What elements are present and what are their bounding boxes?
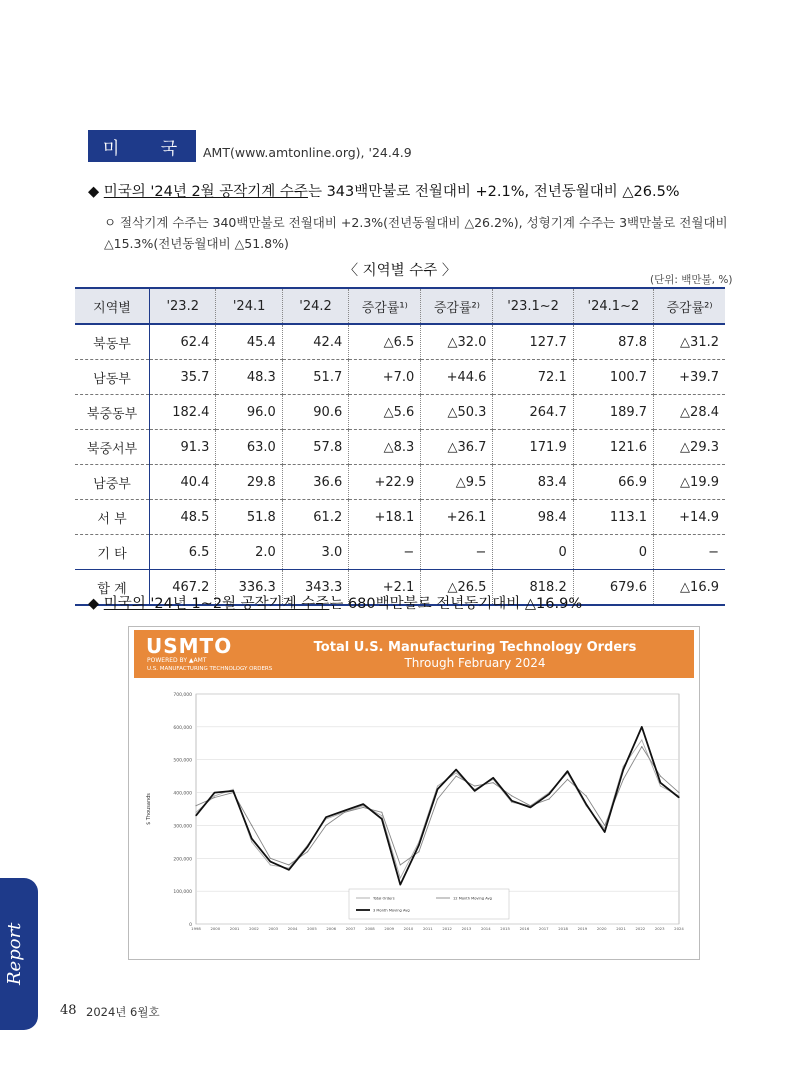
data-point	[288, 869, 289, 870]
y-tick-label: 600,000	[173, 725, 192, 731]
data-point	[233, 790, 234, 791]
regional-orders-table	[75, 287, 725, 606]
data-point	[530, 807, 531, 808]
x-tick-label: 2000	[210, 926, 221, 931]
value-cell: 189.7	[573, 395, 653, 430]
value-cell: △16.9	[654, 570, 725, 606]
table-header-cell: '23.1~2	[493, 288, 573, 324]
data-point	[456, 772, 457, 773]
value-cell: 127.7	[493, 324, 573, 360]
usmto-logo: USMTO	[146, 634, 233, 658]
x-tick-label: 2016	[519, 926, 530, 931]
data-point	[381, 815, 382, 816]
y-tick-label: 700,000	[173, 693, 192, 698]
data-point	[251, 838, 252, 839]
data-point	[641, 746, 642, 747]
data-point	[604, 825, 605, 826]
value-cell: −	[349, 535, 421, 570]
legend-label: 12 Month Moving Avg	[453, 896, 492, 901]
value-cell: △8.3	[349, 430, 421, 465]
value-cell: +22.9	[349, 465, 421, 500]
value-cell: △32.0	[421, 324, 493, 360]
region-cell: 북동부	[75, 324, 150, 360]
value-cell: △5.6	[349, 395, 421, 430]
data-point	[251, 825, 252, 826]
data-point	[418, 845, 419, 846]
x-tick-label: 2017	[538, 926, 549, 931]
y-tick-label: 500,000	[173, 758, 192, 764]
data-point	[641, 739, 642, 740]
x-tick-label: 2020	[596, 926, 607, 931]
data-point	[195, 812, 196, 813]
data-point	[623, 779, 624, 780]
y-tick-label: 0	[189, 923, 192, 928]
x-tick-label: 2003	[268, 926, 279, 931]
data-point	[511, 800, 512, 801]
y-axis-label: $ Thousands	[146, 793, 152, 825]
value-cell: 48.3	[216, 360, 282, 395]
headline-2-rest: 는 680백만불로 전년동기대비 △16.9%	[329, 596, 583, 612]
x-tick-label: 2001	[229, 926, 240, 931]
table-row	[75, 360, 725, 395]
value-cell: △31.2	[654, 324, 725, 360]
value-cell: 121.6	[573, 430, 653, 465]
value-cell: 62.4	[150, 324, 216, 360]
value-cell: △29.3	[654, 430, 725, 465]
headline-2-underlined: 미국의 '24년 1~2월 공작기계 수주	[103, 596, 330, 612]
value-cell: 679.6	[573, 570, 653, 606]
table-title: 〈 지역별 수주 〉	[343, 263, 457, 279]
value-cell: 57.8	[282, 430, 348, 465]
table-row	[75, 395, 725, 430]
value-cell: −	[421, 535, 493, 570]
value-cell: △9.5	[421, 465, 493, 500]
value-cell: 66.9	[573, 465, 653, 500]
table-row	[75, 500, 725, 535]
data-point	[325, 817, 326, 818]
table-header-cell: '23.2	[150, 288, 216, 324]
region-cell: 남중부	[75, 465, 150, 500]
orders-line-chart	[134, 680, 694, 956]
data-point	[307, 846, 308, 847]
diamond-bullet-icon: ◆	[88, 596, 100, 612]
data-point	[437, 789, 438, 790]
x-tick-label: 2008	[365, 926, 375, 931]
table-row	[75, 324, 725, 360]
data-point	[270, 861, 271, 862]
table-header-cell: 증감률¹⁾	[349, 288, 421, 324]
page-number: 48	[60, 1003, 77, 1018]
data-point	[214, 797, 215, 798]
data-point	[344, 810, 345, 811]
data-point	[474, 785, 475, 786]
x-tick-label: 2004	[287, 926, 298, 931]
region-cell: 서 부	[75, 500, 150, 535]
value-cell: 100.7	[573, 360, 653, 395]
value-cell: 264.7	[493, 395, 573, 430]
data-point	[233, 789, 234, 790]
data-point	[307, 851, 308, 852]
value-cell: +2.1	[349, 570, 421, 606]
x-tick-label: 2010	[403, 926, 414, 931]
value-cell: +18.1	[349, 500, 421, 535]
value-cell: +14.9	[654, 500, 725, 535]
region-cell: 합 계	[75, 570, 150, 606]
data-point	[270, 864, 271, 865]
data-point	[437, 799, 438, 800]
data-point	[400, 877, 401, 878]
data-point	[623, 769, 624, 770]
x-tick-label: 2023	[654, 926, 665, 931]
value-cell: 36.6	[282, 465, 348, 500]
issue-label: 2024년 6월호	[86, 1005, 160, 1019]
value-cell: 467.2	[150, 570, 216, 606]
headline-2	[88, 592, 582, 613]
data-point	[400, 864, 401, 865]
value-cell: +26.1	[421, 500, 493, 535]
x-tick-label: 2011	[423, 926, 433, 931]
data-point	[195, 805, 196, 806]
value-cell: 0	[493, 535, 573, 570]
data-point	[511, 795, 512, 796]
data-point	[567, 779, 568, 780]
x-tick-label: 2009	[384, 926, 395, 931]
legend-label: Total Orders	[373, 896, 395, 901]
x-tick-label: 2012	[442, 926, 452, 931]
value-cell: 336.3	[216, 570, 282, 606]
value-cell: 72.1	[493, 360, 573, 395]
table-header-cell: '24.1~2	[573, 288, 653, 324]
data-point	[660, 776, 661, 777]
table-row	[75, 465, 725, 500]
x-tick-label: 2014	[480, 926, 491, 931]
headline-1	[88, 180, 680, 201]
value-cell: −	[654, 535, 725, 570]
y-tick-label: 200,000	[173, 857, 192, 863]
value-cell: 2.0	[216, 535, 282, 570]
data-point	[214, 792, 215, 793]
table-row	[75, 430, 725, 465]
x-tick-label: 2013	[461, 926, 472, 931]
value-cell: 45.4	[216, 324, 282, 360]
table-row	[75, 535, 725, 570]
value-cell: △26.5	[421, 570, 493, 606]
data-point	[251, 841, 252, 842]
data-point	[660, 782, 661, 783]
value-cell: 51.7	[282, 360, 348, 395]
value-cell: 0	[573, 535, 653, 570]
value-cell: 29.8	[216, 465, 282, 500]
data-point	[437, 785, 438, 786]
data-point	[678, 797, 679, 798]
value-cell: △28.4	[654, 395, 725, 430]
sub-point-1: ㅇ 절삭기계 수주는 340백만불로 전월대비 +2.3%(전년동월대비 △26.2%), 성형기계 수주는 3백만불로 전월대비 △15.3%(전년동월대비 △51.8%)	[104, 215, 728, 251]
headline-1-rest: 는 343백만불로 전월대비 +2.1%, 전년동월대비 △26.5%	[307, 184, 680, 200]
value-cell: 90.6	[282, 395, 348, 430]
region-cell: 기 타	[75, 535, 150, 570]
value-cell: 6.5	[150, 535, 216, 570]
y-tick-label: 300,000	[173, 824, 192, 830]
y-tick-label: 400,000	[173, 791, 192, 797]
x-tick-label: 2015	[500, 926, 510, 931]
value-cell: 48.5	[150, 500, 216, 535]
value-cell: 113.1	[573, 500, 653, 535]
legend-label: 3 Month Moving Avg	[373, 908, 410, 913]
table-unit: (단위: 백만불, %)	[650, 274, 733, 286]
value-cell: 98.4	[493, 500, 573, 535]
y-tick-label: 100,000	[173, 890, 192, 896]
table-header-row	[75, 288, 725, 324]
value-cell: △19.9	[654, 465, 725, 500]
data-point	[548, 799, 549, 800]
x-tick-label: 2019	[577, 926, 588, 931]
value-cell: 61.2	[282, 500, 348, 535]
value-cell: 96.0	[216, 395, 282, 430]
region-cell: 북중서부	[75, 430, 150, 465]
x-tick-label: 2007	[345, 926, 356, 931]
data-point	[567, 771, 568, 772]
powered-by-text: POWERED BY ▲AMT	[147, 657, 207, 664]
data-point	[493, 782, 494, 783]
value-cell: △36.7	[421, 430, 493, 465]
table-header-cell: 증감률²⁾	[421, 288, 493, 324]
data-point	[288, 864, 289, 865]
value-cell: 818.2	[493, 570, 573, 606]
source-text: AMT(www.amtonline.org), '24.4.9	[203, 145, 412, 160]
data-point	[418, 851, 419, 852]
x-tick-label: 2002	[249, 926, 259, 931]
data-point	[511, 802, 512, 803]
x-tick-label: 2024	[674, 926, 684, 931]
value-cell: 51.8	[216, 500, 282, 535]
data-point	[363, 804, 364, 805]
data-point	[586, 795, 587, 796]
data-point	[363, 807, 364, 808]
value-cell: +7.0	[349, 360, 421, 395]
data-point	[456, 776, 457, 777]
value-cell: △50.3	[421, 395, 493, 430]
data-point	[214, 795, 215, 796]
headline-1-underlined: 미국의 '24년 2월 공작기계 수주	[103, 184, 308, 200]
x-tick-label: 2021	[616, 926, 626, 931]
data-point	[456, 769, 457, 770]
value-cell: 343.3	[282, 570, 348, 606]
table-header-cell: 지역별	[75, 288, 150, 324]
value-cell: 83.4	[493, 465, 573, 500]
x-tick-label: 2022	[635, 926, 646, 931]
x-tick-label: 2005	[307, 926, 317, 931]
value-cell: 171.9	[493, 430, 573, 465]
value-cell: 182.4	[150, 395, 216, 430]
value-cell: 63.0	[216, 430, 282, 465]
value-cell: +39.7	[654, 360, 725, 395]
data-point	[381, 818, 382, 819]
data-point	[604, 831, 605, 832]
data-point	[493, 777, 494, 778]
value-cell: +44.6	[421, 360, 493, 395]
table-header-cell: '24.1	[216, 288, 282, 324]
usmto-subtitle: U.S. MANUFACTURING TECHNOLOGY ORDERS	[147, 666, 273, 672]
data-point	[344, 812, 345, 813]
region-cell: 북중동부	[75, 395, 150, 430]
side-tab-label: Report	[4, 922, 25, 985]
value-cell: 40.4	[150, 465, 216, 500]
region-cell: 남동부	[75, 360, 150, 395]
value-cell: 35.7	[150, 360, 216, 395]
data-point	[660, 785, 661, 786]
data-point	[678, 792, 679, 793]
data-point	[586, 804, 587, 805]
chart-title: Total U.S. Manufacturing Technology Orders	[313, 640, 637, 655]
value-cell: 87.8	[573, 324, 653, 360]
data-point	[641, 726, 642, 727]
diamond-bullet-icon: ◆	[88, 184, 100, 200]
table-header-cell: 증감률²⁾	[654, 288, 725, 324]
value-cell: 91.3	[150, 430, 216, 465]
x-tick-label: 2018	[558, 926, 568, 931]
data-point	[270, 858, 271, 859]
value-cell: △6.5	[349, 324, 421, 360]
data-point	[325, 825, 326, 826]
chart-subtitle: Through February 2024	[404, 656, 546, 670]
data-point	[548, 794, 549, 795]
table-header-cell: '24.2	[282, 288, 348, 324]
data-point	[195, 815, 196, 816]
data-point	[381, 812, 382, 813]
data-point	[400, 884, 401, 885]
section-tag: 미 국	[88, 130, 196, 162]
data-point	[474, 790, 475, 791]
legend-box	[349, 889, 509, 919]
x-tick-label: 2006	[326, 926, 337, 931]
value-cell: 3.0	[282, 535, 348, 570]
x-tick-label: 1998	[191, 926, 201, 931]
value-cell: 42.4	[282, 324, 348, 360]
